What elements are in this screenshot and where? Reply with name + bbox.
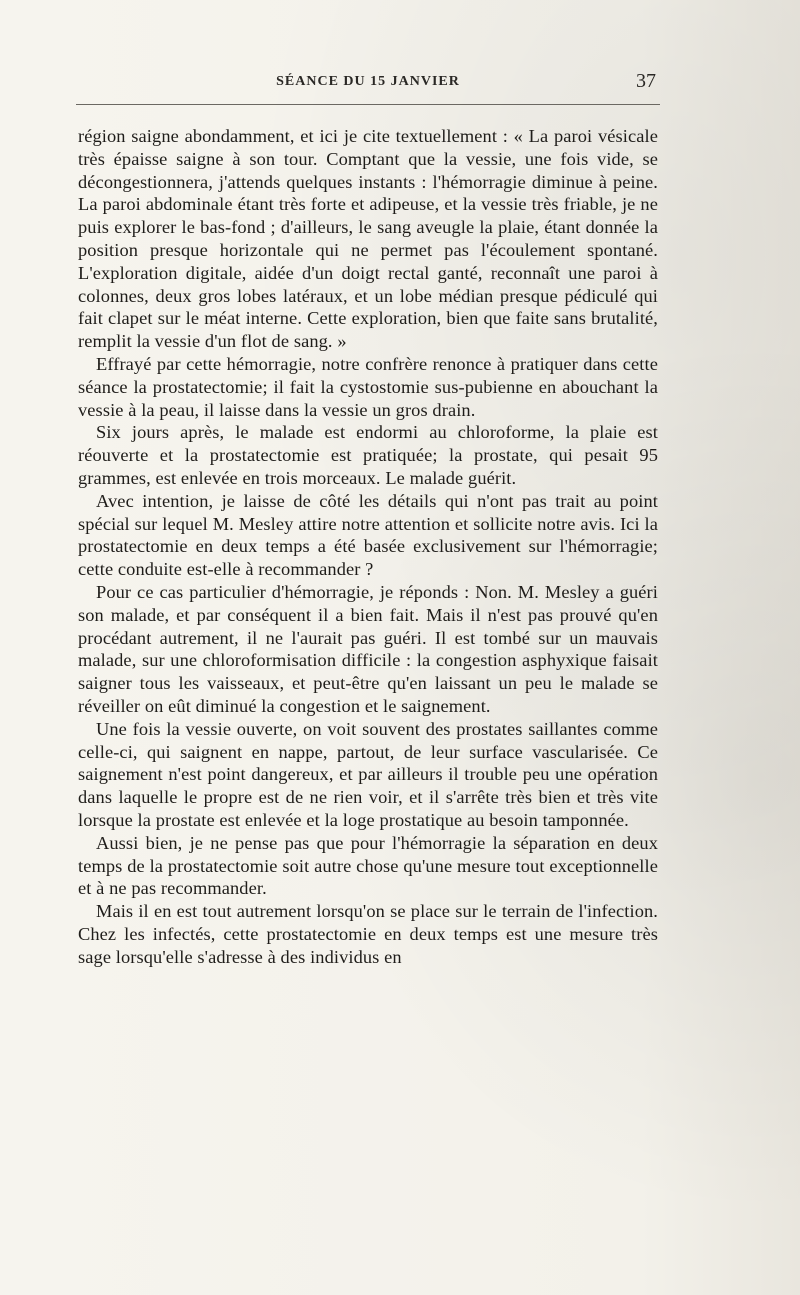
paragraph-2: Effrayé par cette hémorragie, notre confrère renonce à pratiquer dans cette séance la prostatectomie; il fait la cystostomie sus-pubienne en abouchant la vessie à la peau, il laisse dans la vessie un gros drain. xyxy=(78,353,658,420)
paragraph-4: Avec intention, je laisse de côté les détails qui n'ont pas trait au point spécial sur lequel M. Mesley attire notre attention et sollicite notre avis. Ici la prostatectomie en deux temps a été basée exclusivement sur l'hémorragie; cette conduite est-elle à recommander ? xyxy=(78,490,658,580)
running-head: SÉANCE DU 15 JANVIER xyxy=(276,74,460,89)
page-header xyxy=(78,72,658,100)
header-rule xyxy=(76,104,660,105)
paragraph-8: Mais il en est tout autrement lorsqu'on se place sur le terrain de l'infection. Chez les infectés, cette prostatectomie en deux temps est une mesure très sage lorsqu'elle s'adresse à des individus en xyxy=(78,901,658,967)
paragraph-5: Pour ce cas particulier d'hémorragie, je réponds : Non. M. Mesley a guéri son malade, et par conséquent il a bien fait. Mais il n'est pas prouvé qu'en procédant autrement, il ne l'aurait pas guéri. Il est tombé sur un mauvais malade, sur une chloroformisation difficile : la congestion asphyxique faisait saigner tous les vaisseaux, et peut-être qu'en laissant un peu le malade se réveiller on eût diminué la congestion et le saignement. xyxy=(78,581,658,716)
paragraph-6: Une fois la vessie ouverte, on voit souvent des prostates saillantes comme celle-ci, qui saignent en nappe, partout, de leur surface vascularisée. Ce saignement n'est point dangereux, et par ailleurs il trouble peu une opération dans laquelle le propre est de ne rien voir, et il s'arrête très bien et très vite lorsque la prostate est enlevée et la loge prostatique au besoin tamponnée. xyxy=(78,718,658,830)
body-text xyxy=(78,125,658,968)
paragraph-7: Aussi bien, je ne pense pas que pour l'hémorragie la séparation en deux temps de la prostatectomie soit autre chose qu'une mesure tout exceptionnelle et à ne pas recommander. xyxy=(78,832,658,899)
paragraph-3: Six jours après, le malade est endormi au chloroforme, la plaie est réouverte et la prostatectomie est pratiquée; la prostate, qui pesait 95 grammes, est enlevée en trois morceaux. Le malade guérit. xyxy=(78,422,658,488)
page-number: 37 xyxy=(636,70,656,92)
paragraph-1: région saigne abondamment, et ici je cite textuellement : « La paroi vésicale très épaisse saigne à son tour. Comptant que la vessie, une fois vide, se décongestionnera, j'attends quelques instants : l'hémorragie diminue à peine. La paroi abdominale étant très forte et adipeuse, et la vessie très friable, je ne puis explorer le bas-fond ; d'ailleurs, le sang aveugle la plaie, étant donnée la position presque horizontale qui ne permet pas l'écoulement spontané. L'exploration digitale, aidée d'un doigt rectal ganté, reconnaît une paroi à colonnes, deux gros lobes latéraux, et un lobe médian presque pédiculé qui fait clapet sur le méat interne. Cette exploration, bien que faite sans brutalité, remplit la vessie d'un flot de sang. » xyxy=(78,126,658,352)
